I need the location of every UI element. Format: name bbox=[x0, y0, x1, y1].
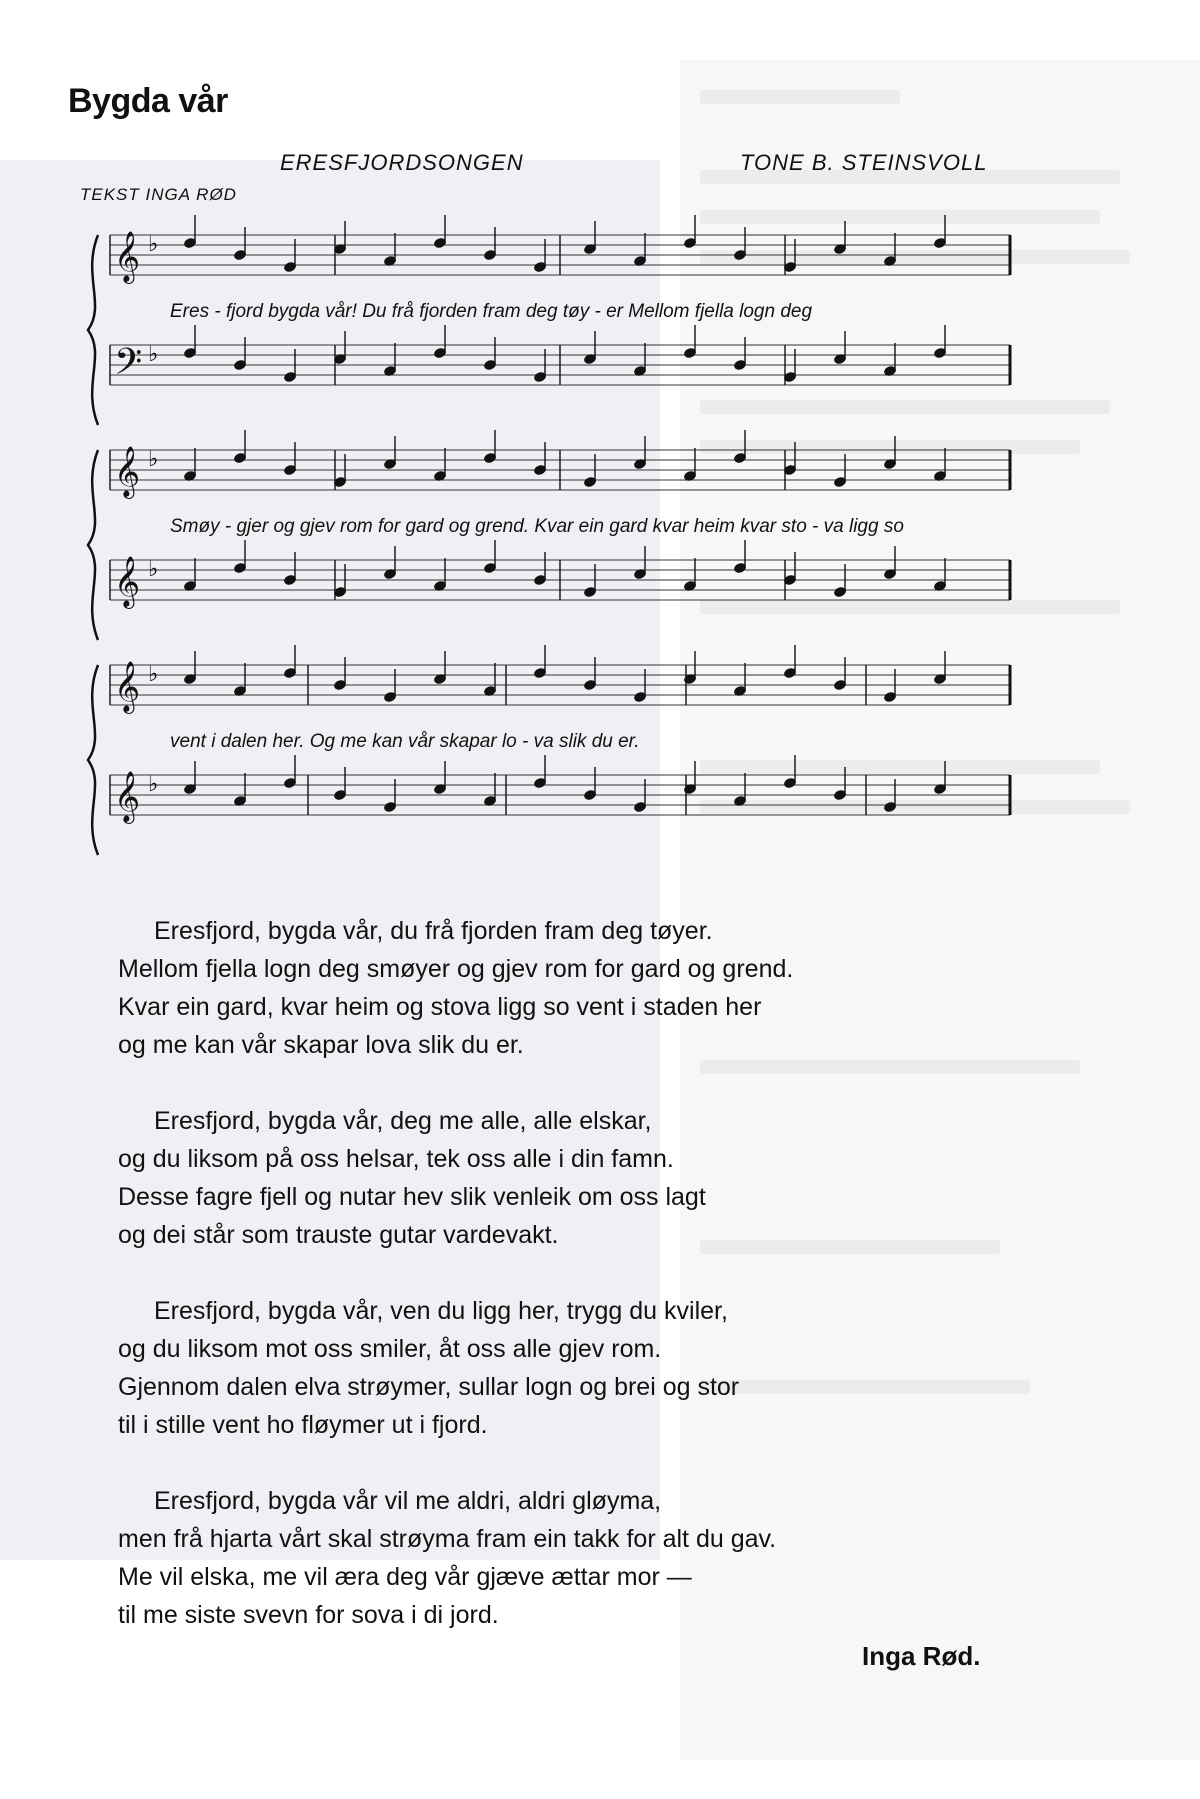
key-signature-icon: ♭ bbox=[148, 447, 159, 472]
bass-clef-icon: 𝄞 bbox=[114, 556, 141, 607]
score-lyrics: Smøy - gjer og gjev rom for gard og grend. Kvar ein gard kvar heim kvar sto - va ligg so bbox=[170, 516, 904, 537]
lyric-line: Eresfjord, bygda vår vil me aldri, aldri gløyma, bbox=[154, 1487, 662, 1515]
lyric-line: Kvar ein gard, kvar heim og stova ligg so vent i staden her bbox=[118, 993, 762, 1021]
page-title: Bygda vår bbox=[68, 82, 228, 120]
lyric-line: og me kan vår skapar lova slik du er. bbox=[118, 1031, 524, 1059]
author-signature: Inga Rød. bbox=[862, 1641, 981, 1671]
score-lyrics: vent i dalen her. Og me kan vår skapar lo - va slik du er. bbox=[170, 731, 640, 752]
score-lyrics: Eres - fjord bygda vår! Du frå fjorden fram deg tøy - er Mellom fjella logn deg bbox=[170, 301, 813, 322]
song-lyrics bbox=[118, 912, 1018, 1672]
key-signature-icon: ♭ bbox=[148, 342, 159, 367]
lyric-line: Mellom fjella logn deg smøyer og gjev rom for gard og grend. bbox=[118, 955, 794, 983]
text-credit: TEKST INGA RØD bbox=[80, 185, 237, 204]
bass-staff bbox=[110, 325, 1010, 392]
lyric-line: Eresfjord, bygda vår, du frå fjorden fram deg tøyer. bbox=[154, 917, 713, 945]
lyric-line: til me siste svevn for sova i di jord. bbox=[118, 1601, 499, 1629]
bass-staff bbox=[110, 540, 1010, 609]
lyric-line: til i stille vent ho fløymer ut i fjord. bbox=[118, 1411, 488, 1439]
bass-clef-icon: 𝄞 bbox=[114, 771, 141, 822]
system-brace bbox=[88, 235, 98, 425]
lyric-line: Gjennom dalen elva strøymer, sullar logn og brei og stor bbox=[118, 1373, 740, 1401]
lyric-line: Eresfjord, bygda vår, ven du ligg her, trygg du kviler, bbox=[154, 1297, 728, 1325]
lyric-line: og dei står som trauste gutar vardevakt. bbox=[118, 1221, 559, 1249]
bass-clef-icon: 𝄢 bbox=[114, 341, 143, 392]
lyric-line: og du liksom mot oss smiler, åt oss alle gjev rom. bbox=[118, 1335, 662, 1363]
lyric-line: men frå hjarta vårt skal strøyma fram ein takk for alt du gav. bbox=[118, 1525, 777, 1553]
treble-clef-icon: 𝄞 bbox=[114, 661, 141, 712]
stanza bbox=[118, 1482, 1018, 1634]
lyric-line: og du liksom på oss helsar, tek oss alle i din famn. bbox=[118, 1145, 674, 1173]
key-signature-icon: ♭ bbox=[148, 557, 159, 582]
treble-staff bbox=[110, 430, 1010, 499]
key-signature-icon: ♭ bbox=[148, 772, 159, 797]
score-system bbox=[88, 645, 1010, 855]
lyric-line: Eresfjord, bygda vår, deg me alle, alle elskar, bbox=[154, 1107, 652, 1135]
music-score bbox=[70, 195, 1030, 885]
lyric-line: Me vil elska, me vil æra deg vår gjæve ættar mor — bbox=[118, 1563, 692, 1591]
key-signature-icon: ♭ bbox=[148, 662, 159, 687]
treble-clef-icon: 𝄞 bbox=[114, 446, 141, 497]
composer-credit: TONE B. STEINSVOLL bbox=[740, 150, 988, 175]
score-system bbox=[88, 215, 1010, 425]
treble-clef-icon: 𝄞 bbox=[114, 231, 141, 282]
lyric-line: Desse fagre fjell og nutar hev slik venleik om oss lagt bbox=[118, 1183, 706, 1211]
key-signature-icon: ♭ bbox=[148, 232, 159, 257]
bass-staff bbox=[110, 755, 1010, 824]
score-system bbox=[88, 430, 1010, 640]
treble-staff bbox=[110, 215, 1010, 284]
stanza bbox=[118, 1102, 1018, 1254]
treble-staff bbox=[110, 645, 1010, 714]
system-brace bbox=[88, 450, 98, 640]
system-brace bbox=[88, 665, 98, 855]
stanza bbox=[118, 912, 1018, 1064]
stanza bbox=[118, 1292, 1018, 1444]
song-title: ERESFJORDSONGEN bbox=[280, 150, 524, 175]
